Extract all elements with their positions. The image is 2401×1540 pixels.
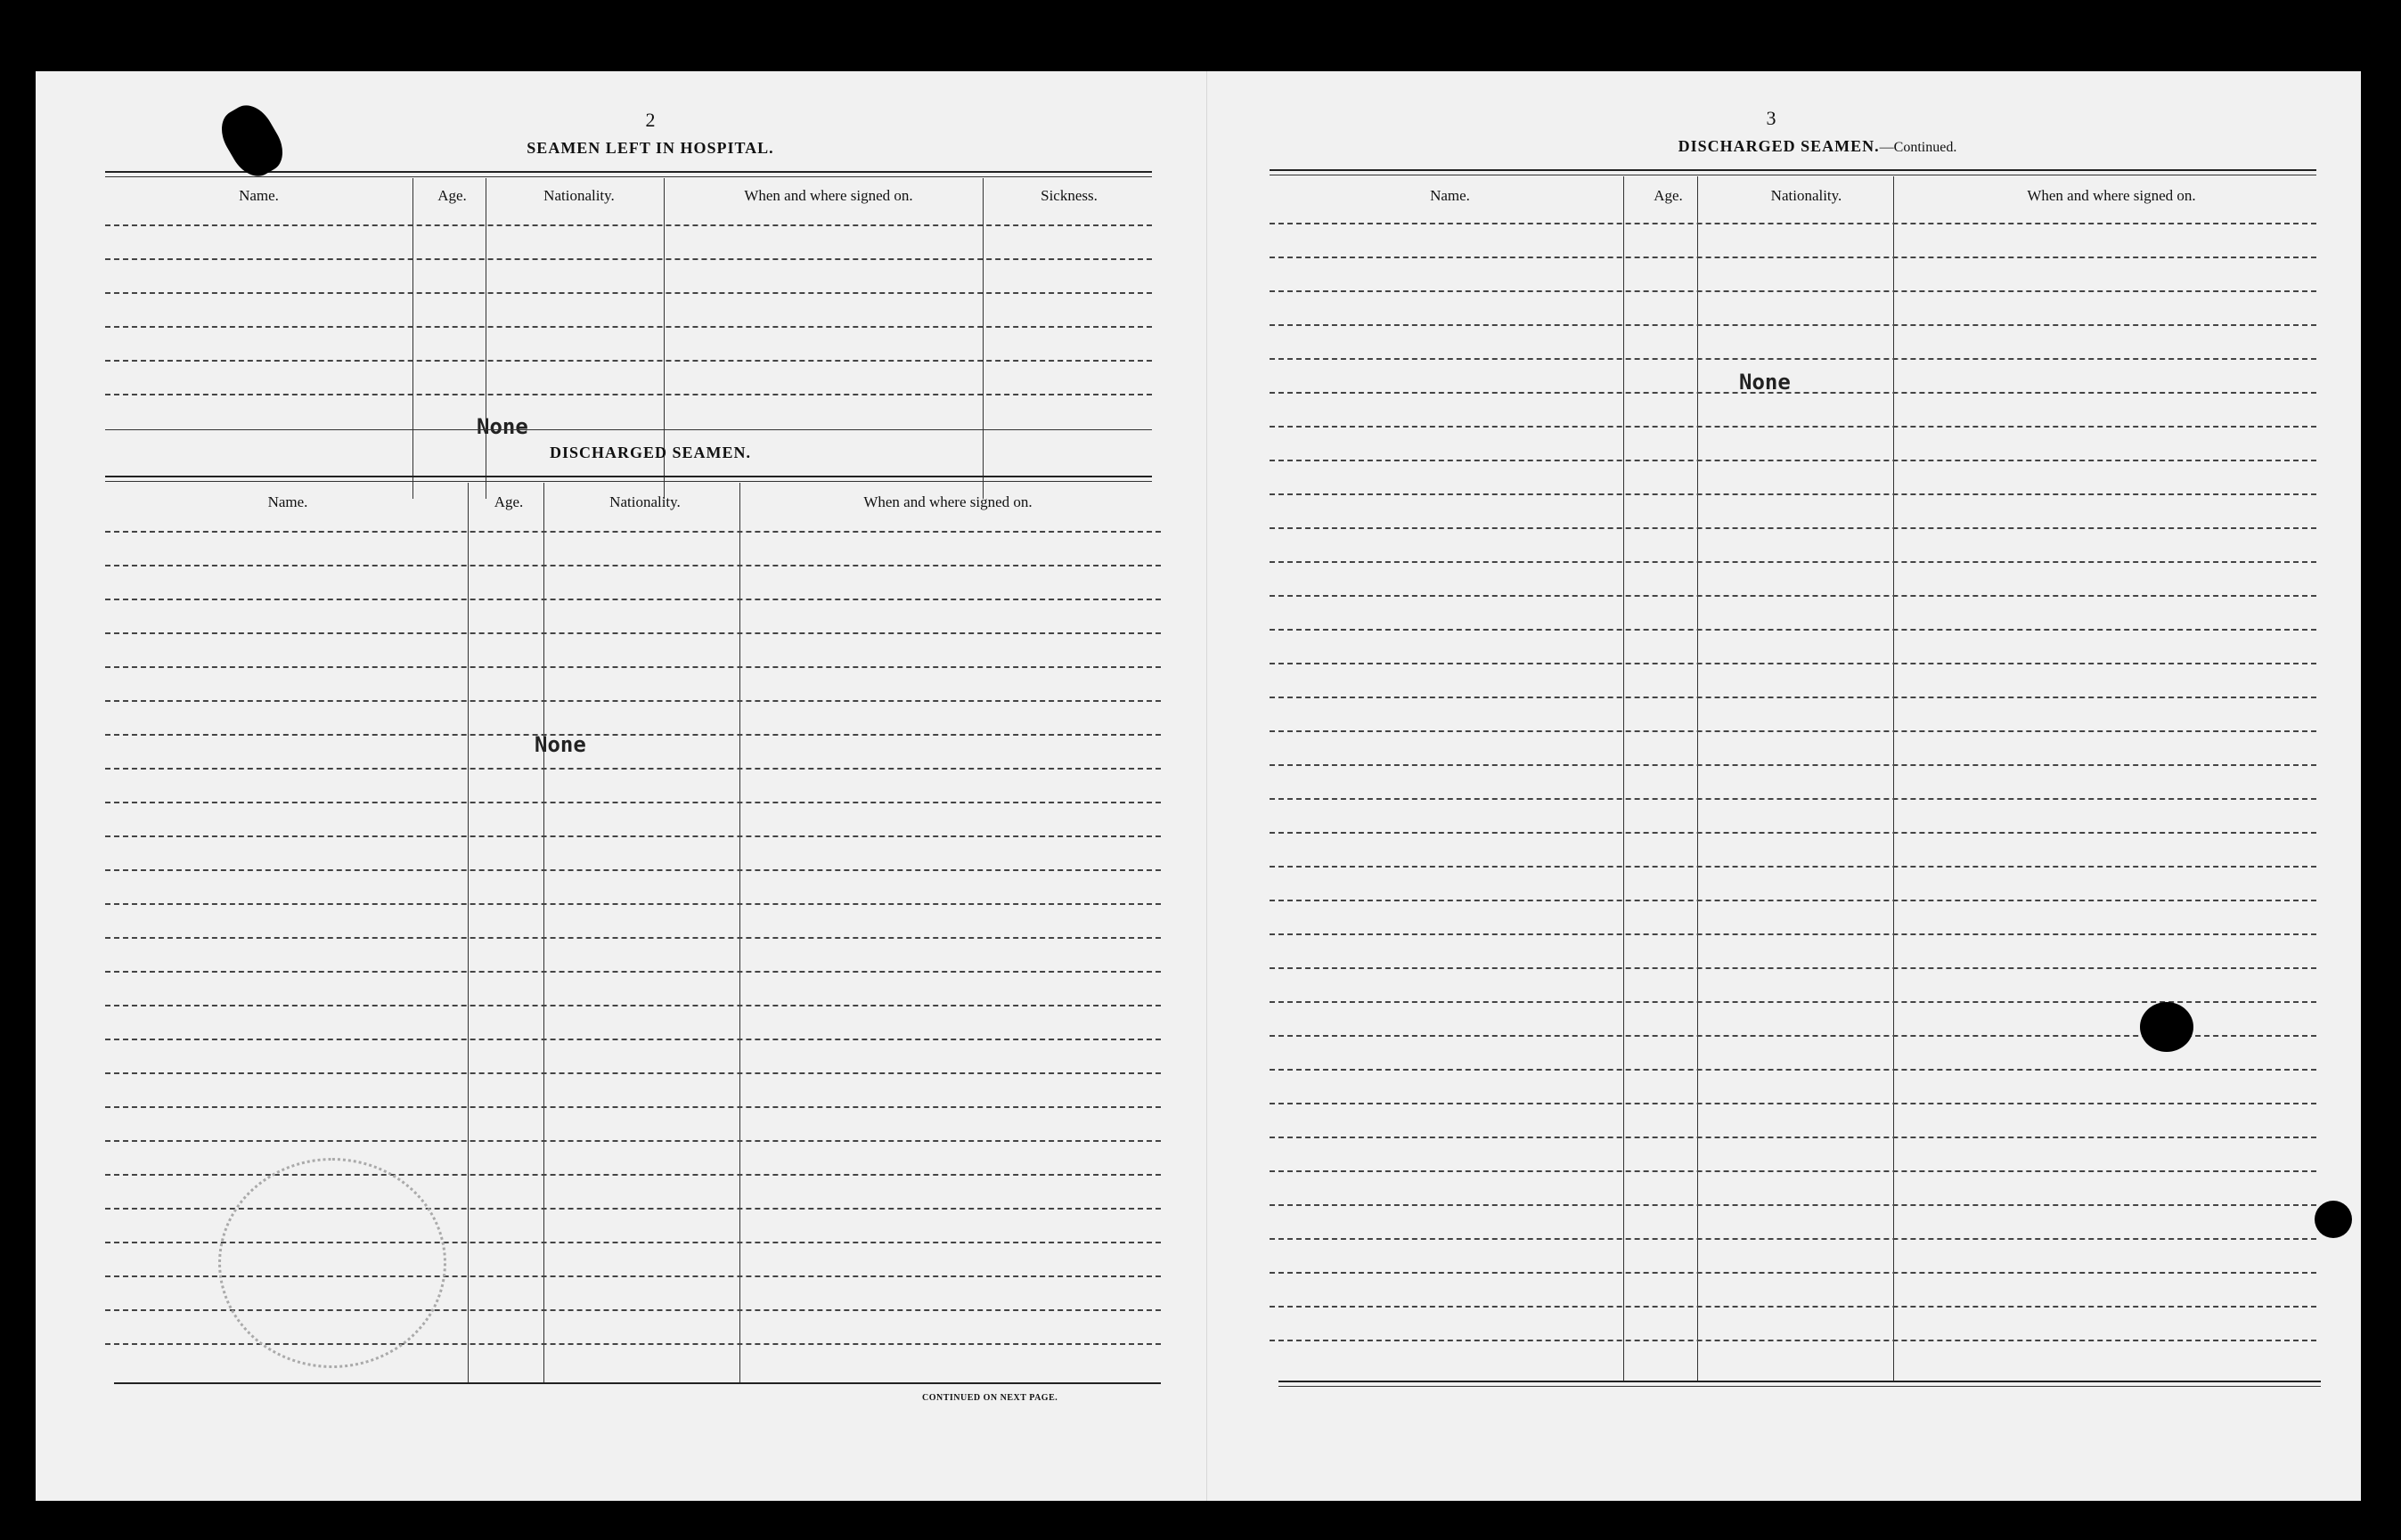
ruled-line: [1270, 1272, 2316, 1274]
ruled-line: [1270, 832, 2316, 834]
left-page-number: 2: [645, 109, 656, 131]
ruled-line: [1270, 663, 2316, 664]
ruled-line: [1270, 900, 2316, 901]
ruled-line: [1270, 764, 2316, 766]
right-top-rule: [1270, 169, 2316, 171]
ruled-line: [105, 1005, 1161, 1006]
ruled-line: [105, 835, 1161, 837]
ruled-line: [1270, 798, 2316, 800]
discharged-col-divider: [543, 483, 544, 1382]
hospital-col-age: Age.: [437, 187, 467, 204]
ruled-line: [1270, 257, 2316, 258]
right-col-divider: [1893, 176, 1894, 1381]
faint-stamp-mark: [218, 1158, 446, 1368]
ruled-line: [105, 700, 1161, 702]
ruled-line: [105, 394, 1152, 395]
ruled-line: [105, 734, 1161, 736]
right-title-suffix: —Continued.: [1879, 140, 1957, 155]
left-bottom-rule: [114, 1382, 1161, 1384]
ruled-line: [1270, 1204, 2316, 1206]
ruled-line: [105, 1072, 1161, 1074]
ruled-line: [105, 565, 1161, 566]
hospital-bottom-rule: [105, 429, 1152, 430]
ruled-line: [1270, 1306, 2316, 1308]
discharged-col-divider: [468, 483, 469, 1382]
hospital-col-signed-on: When and where signed on.: [744, 187, 913, 204]
ruled-line: [1270, 866, 2316, 868]
right-none-entry: None: [1739, 370, 1791, 395]
page-fold: [1206, 71, 1207, 1501]
ruled-line: [1270, 493, 2316, 495]
ruled-line: [105, 224, 1152, 226]
ruled-line: [1270, 426, 2316, 428]
ruled-line: [105, 1106, 1161, 1108]
ruled-line: [105, 802, 1161, 803]
ruled-line: [1270, 697, 2316, 698]
discharged-col-name: Name.: [267, 493, 308, 510]
ruled-line: [1270, 527, 2316, 529]
ruled-line: [1270, 223, 2316, 224]
continued-note: CONTINUED ON NEXT PAGE.: [922, 1393, 1058, 1403]
ruled-line: [1270, 460, 2316, 461]
hospital-top-rule-2: [105, 176, 1152, 177]
right-col-age: Age.: [1654, 187, 1683, 204]
ruled-line: [105, 258, 1152, 260]
discharged-top-rule: [105, 476, 1152, 477]
ruled-line: [1270, 1340, 2316, 1341]
ruled-line: [105, 937, 1161, 939]
ruled-line: [105, 632, 1161, 634]
discharged-top-rule-2: [105, 481, 1152, 482]
ruled-line: [1270, 290, 2316, 292]
hospital-section-title: SEAMEN LEFT IN HOSPITAL.: [527, 139, 774, 157]
ruled-line: [1270, 1170, 2316, 1172]
hospital-col-nationality: Nationality.: [543, 187, 615, 204]
discharged-col-nationality: Nationality.: [609, 493, 681, 510]
ruled-line: [105, 599, 1161, 600]
ruled-line: [1270, 1069, 2316, 1071]
discharged-col-signed-on: When and where signed on.: [863, 493, 1033, 510]
ruled-line: [1270, 595, 2316, 597]
right-col-name: Name.: [1430, 187, 1470, 204]
ruled-line: [105, 903, 1161, 905]
ruled-line: [1270, 967, 2316, 969]
right-bottom-rule-2: [1278, 1386, 2321, 1387]
discharged-col-age: Age.: [494, 493, 524, 510]
right-bottom-rule: [1278, 1381, 2321, 1382]
right-col-divider: [1697, 176, 1698, 1381]
ruled-line: [1270, 392, 2316, 394]
ink-blot: [2140, 1002, 2193, 1052]
right-col-divider: [1623, 176, 1624, 1381]
punch-hole: [2315, 1201, 2352, 1238]
right-title-main: DISCHARGED SEAMEN.: [1678, 137, 1880, 155]
ruled-line: [105, 1140, 1161, 1142]
ruled-line: [105, 768, 1161, 770]
ruled-line: [105, 971, 1161, 973]
discharged-col-divider: [739, 483, 740, 1382]
right-section-title: [1506, 137, 2129, 156]
discharged-none-entry: None: [535, 732, 586, 757]
ruled-line: [105, 326, 1152, 328]
ruled-line: [1270, 561, 2316, 563]
ruled-line: [105, 869, 1161, 871]
ruled-line: [105, 292, 1152, 294]
ruled-line: [1270, 358, 2316, 360]
ruled-line: [1270, 1238, 2316, 1240]
ruled-line: [105, 666, 1161, 668]
right-page-number: 3: [1766, 107, 1776, 129]
right-col-signed-on: When and where signed on.: [2027, 187, 2196, 204]
ruled-line: [1270, 324, 2316, 326]
ruled-line: [1270, 933, 2316, 935]
ruled-line: [105, 531, 1161, 533]
hospital-none-entry: None: [477, 414, 528, 439]
ruled-line: [1270, 1103, 2316, 1104]
hospital-col-sickness: Sickness.: [1041, 187, 1098, 204]
hospital-col-divider: [983, 178, 984, 499]
ruled-line: [105, 1039, 1161, 1040]
hospital-col-name: Name.: [239, 187, 279, 204]
ruled-line: [1270, 1137, 2316, 1138]
ruled-line: [105, 1174, 1161, 1176]
ruled-line: [105, 360, 1152, 362]
document-sheet: [36, 71, 2361, 1501]
right-col-nationality: Nationality.: [1770, 187, 1842, 204]
ruled-line: [1270, 730, 2316, 732]
discharged-section-title: DISCHARGED SEAMEN.: [549, 444, 752, 461]
ruled-line: [1270, 629, 2316, 631]
